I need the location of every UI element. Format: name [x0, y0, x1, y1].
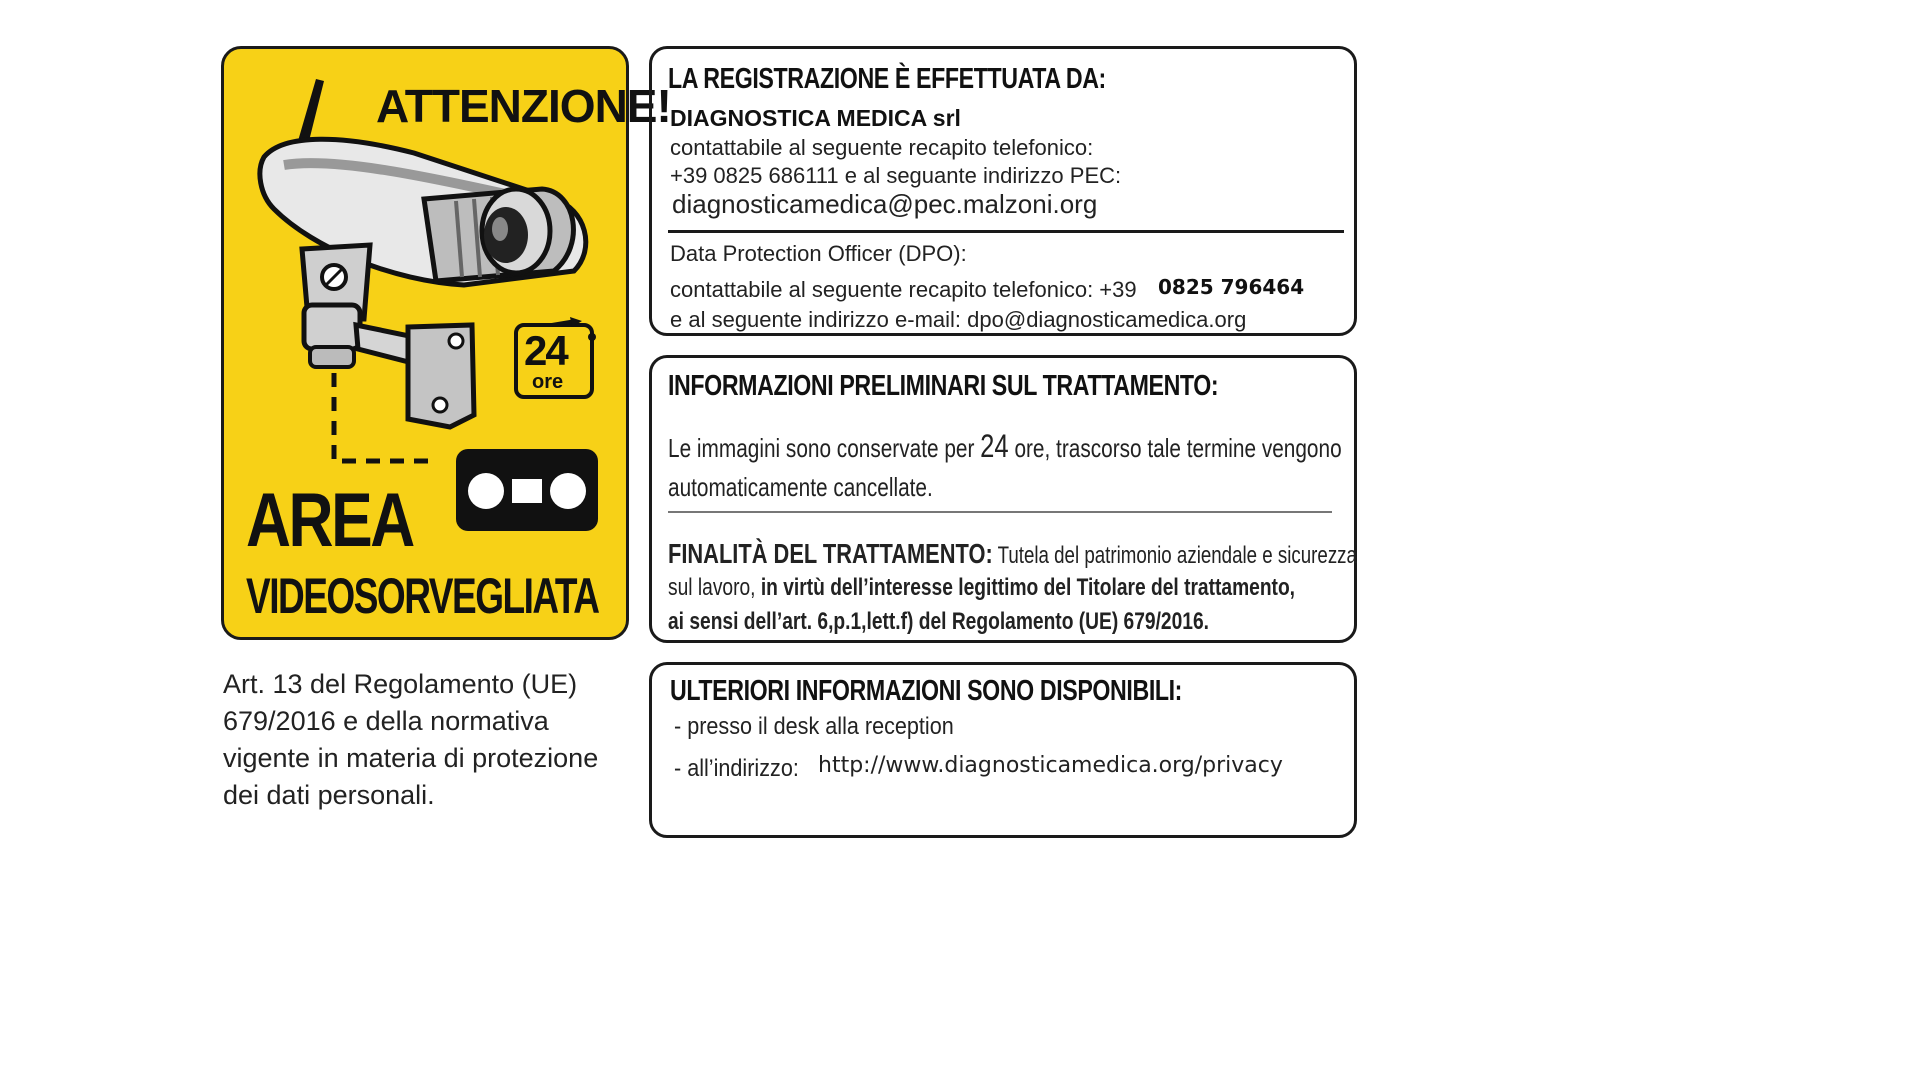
- purpose-label: FINALITÀ DEL TRATTAMENTO:: [668, 538, 993, 569]
- area-label: AREA: [246, 478, 413, 563]
- dpo-contact: contattabile al seguente recapito telefonico: +39: [670, 277, 1137, 302]
- treatment-heading: INFORMAZIONI PRELIMINARI SUL TRATTAMENTO:: [668, 370, 1219, 402]
- warning-sign: [221, 46, 671, 640]
- section-divider: [668, 230, 1344, 233]
- hours-label: ore: [532, 371, 564, 393]
- section-divider: [668, 511, 1332, 513]
- purpose-text: Tutela del patrimonio aziendale e sicurezza: [997, 542, 1357, 569]
- videosurveillance-label: VIDEOSORVEGLIATA: [246, 568, 599, 624]
- purpose-line2-a: sul lavoro,: [668, 574, 756, 601]
- attention-heading: ATTENZIONE!: [376, 80, 671, 132]
- further-info-box: [649, 662, 1357, 838]
- purpose-line: [668, 538, 1551, 570]
- phone-line: +39 0825 686111 e al seguante indirizzo PEC:: [670, 163, 1122, 188]
- dpo-phone: 0825 796464: [1158, 275, 1305, 299]
- purpose-line-2: [668, 574, 1452, 602]
- retention-line: [668, 428, 1510, 465]
- data-controller-box: [649, 46, 1357, 336]
- treatment-info-box: [649, 355, 1357, 643]
- dpo-email-line: e al seguente indirizzo e-mail: dpo@diagnosticamedica.org: [670, 307, 1247, 332]
- info-item-address-label: - all’indirizzo:: [674, 755, 799, 782]
- purpose-line-3: ai sensi dell’art. 6,p.1,lett.f) del Regolamento (UE) 679/2016.: [668, 608, 1209, 635]
- controller-heading: LA REGISTRAZIONE È EFFETTUATA DA:: [668, 63, 1106, 95]
- retention-hours: 24: [980, 428, 1009, 464]
- contact-line: contattabile al seguente recapito telefonico:: [670, 135, 1094, 160]
- retention-suffix: ore, trascorso tale termine vengono: [1014, 433, 1342, 463]
- pec-address: diagnosticamedica@pec.malzoni.org: [672, 189, 1098, 219]
- purpose-line2-b: in virtù dell’interesse legittimo del Titolare del trattamento,: [760, 574, 1296, 601]
- hours-number: 24: [524, 327, 567, 374]
- retention-prefix: Le immagini sono conservate per: [668, 433, 975, 463]
- dpo-title: Data Protection Officer (DPO):: [670, 241, 967, 266]
- further-info-heading: ULTERIORI INFORMAZIONI SONO DISPONIBILI:: [670, 675, 1183, 707]
- retention-line-2: automaticamente cancellate.: [668, 472, 933, 502]
- legal-reference-note: Art. 13 del Regolamento (UE) 679/2016 e della normativa vigente in materia di protezione dei dati personali.: [223, 669, 599, 810]
- privacy-url-link[interactable]: http://www.diagnosticamedica.org/privacy: [818, 753, 1283, 778]
- company-name: DIAGNOSTICA MEDICA srl: [670, 105, 961, 131]
- info-item-reception: - presso il desk alla reception: [674, 713, 954, 740]
- 24-hours-badge: [512, 317, 596, 401]
